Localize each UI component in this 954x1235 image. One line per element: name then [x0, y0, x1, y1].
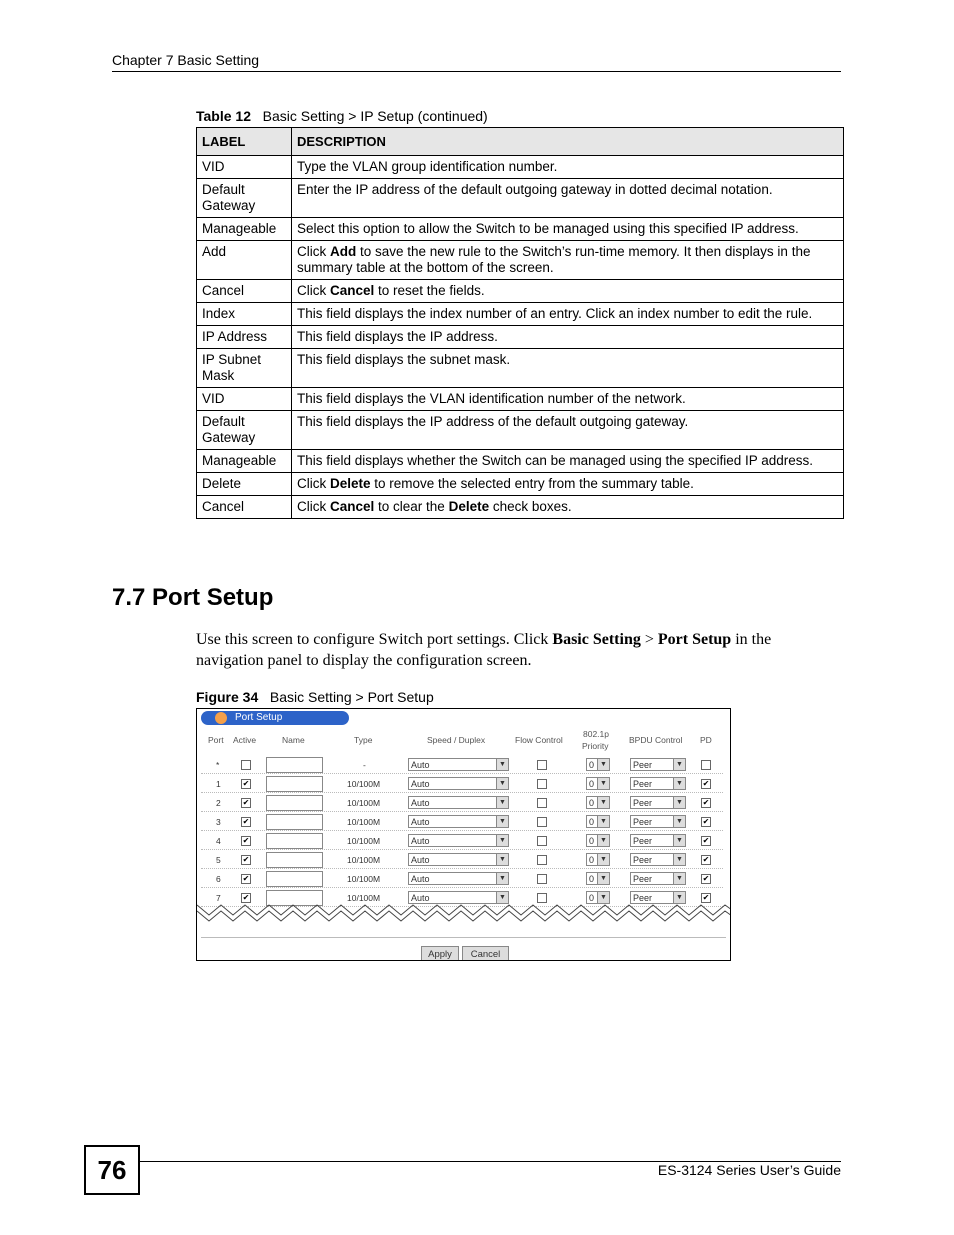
figure-caption: [196, 689, 434, 705]
row-label: IP Subnet Mask: [197, 349, 292, 388]
row-description: [292, 326, 844, 349]
port-name-input[interactable]: [266, 795, 323, 811]
description-text: This field displays the index number of an entry. Click an index number to edit the rule.: [297, 306, 813, 321]
port-number: 3: [216, 817, 221, 827]
priority-select[interactable]: [586, 853, 610, 866]
description-text: Click: [297, 283, 330, 298]
col-flow-header: Flow Control: [515, 735, 563, 745]
intro-paragraph: [196, 629, 836, 671]
speed-duplex-select[interactable]: [408, 872, 509, 885]
priority-value: 0: [589, 874, 595, 884]
ip-setup-table: [196, 127, 844, 519]
bpdu-control-select[interactable]: [630, 777, 686, 790]
port-name-input[interactable]: [266, 757, 323, 773]
row-label: IP Address: [197, 326, 292, 349]
port-number: 5: [216, 855, 221, 865]
priority-select[interactable]: [586, 815, 610, 828]
row-description: [292, 179, 844, 218]
description-text: to reset the fields.: [374, 283, 485, 298]
port-setup-tab-label: Port Setup: [235, 712, 283, 723]
col-bpdu-header: BPDU Control: [629, 735, 683, 745]
intro-text: in the navigation panel to display the configuration screen.: [196, 631, 772, 669]
table-row: [197, 241, 844, 280]
speed-duplex-select[interactable]: [408, 796, 509, 809]
header-rule: [112, 71, 841, 72]
col-priority-header-line1: 802.1p: [583, 729, 609, 739]
speed-duplex-value: Auto: [411, 874, 430, 884]
bpdu-control-value: Peer: [633, 893, 653, 903]
description-text: Click: [297, 499, 330, 514]
bpdu-control-select[interactable]: [630, 872, 686, 885]
row-description: [292, 496, 844, 519]
bpdu-control-value: Peer: [633, 817, 653, 827]
active-checkbox[interactable]: ✔: [242, 817, 250, 826]
priority-select[interactable]: [586, 834, 610, 847]
description-text: to save the new rule to the Switch’s run-time memory. It then displays in the summary table at the bottom of the screen.: [297, 244, 811, 275]
col-pd-header: PD: [700, 735, 712, 745]
priority-value: 0: [589, 760, 595, 770]
description-text: Enter the IP address of the default outgoing gateway in dotted decimal notation.: [297, 182, 773, 197]
port-row: [197, 869, 731, 888]
row-label: Index: [197, 303, 292, 326]
priority-value: 0: [589, 779, 595, 789]
table-row: [197, 473, 844, 496]
apply-button[interactable]: Apply: [421, 946, 459, 961]
flow-control-checkbox[interactable]: [537, 874, 547, 884]
speed-duplex-select[interactable]: [408, 853, 509, 866]
pd-checkbox[interactable]: ✔: [702, 798, 710, 807]
bpdu-control-select[interactable]: [630, 853, 686, 866]
bpdu-control-value: Peer: [633, 760, 653, 770]
dropdown-arrow-icon: ▼: [597, 797, 609, 808]
col-active-header: Active: [233, 735, 257, 745]
row-label: Default Gateway: [197, 179, 292, 218]
port-row: [197, 812, 731, 831]
bpdu-control-value: Peer: [633, 855, 653, 865]
description-bold-term: Cancel: [330, 499, 375, 514]
table-row: [197, 450, 844, 473]
table-row: [197, 303, 844, 326]
table-row: [197, 411, 844, 450]
col-description-header: DESCRIPTION: [292, 128, 844, 156]
dropdown-arrow-icon: ▼: [496, 816, 508, 827]
dropdown-arrow-icon: ▼: [496, 759, 508, 770]
row-description: [292, 411, 844, 450]
row-description: [292, 388, 844, 411]
priority-value: 0: [589, 836, 595, 846]
row-label: Manageable: [197, 218, 292, 241]
port-type: -: [363, 760, 366, 770]
dropdown-arrow-icon: ▼: [597, 778, 609, 789]
col-label-header: LABEL: [197, 128, 292, 156]
port-type: 10/100M: [347, 893, 381, 903]
page-number: 76: [84, 1145, 140, 1195]
row-label: Default Gateway: [197, 411, 292, 450]
dropdown-arrow-icon: ▼: [673, 759, 685, 770]
bpdu-control-select[interactable]: [630, 758, 686, 771]
description-text: This field displays whether the Switch can be managed using the specified IP address.: [297, 453, 814, 468]
table-header-row: [197, 128, 844, 156]
flow-control-checkbox[interactable]: [537, 760, 547, 770]
port-number: 2: [216, 798, 221, 808]
row-label: VID: [197, 156, 292, 179]
description-text: This field displays the IP address.: [297, 329, 498, 344]
port-number: 1: [216, 779, 221, 789]
port-type: 10/100M: [347, 836, 381, 846]
dropdown-arrow-icon: ▼: [673, 797, 685, 808]
pd-checkbox[interactable]: ✔: [702, 836, 710, 845]
description-text: This field displays the subnet mask.: [297, 352, 511, 367]
dropdown-arrow-icon: ▼: [496, 892, 508, 903]
speed-duplex-select[interactable]: [408, 777, 509, 790]
priority-select[interactable]: [586, 872, 610, 885]
bpdu-control-select[interactable]: [630, 815, 686, 828]
speed-duplex-select[interactable]: [408, 815, 509, 828]
dropdown-arrow-icon: ▼: [673, 892, 685, 903]
port-type: 10/100M: [347, 817, 381, 827]
section-title: 7.7 Port Setup: [112, 584, 274, 611]
table-row: [197, 326, 844, 349]
row-description: [292, 450, 844, 473]
bpdu-control-select[interactable]: [630, 796, 686, 809]
bpdu-control-value: Peer: [633, 836, 653, 846]
flow-control-checkbox[interactable]: [537, 779, 547, 789]
description-bold-term: Delete: [330, 476, 371, 491]
row-description: [292, 241, 844, 280]
speed-duplex-value: Auto: [411, 779, 430, 789]
row-label: Cancel: [197, 496, 292, 519]
priority-select[interactable]: [586, 758, 610, 771]
dropdown-arrow-icon: ▼: [496, 873, 508, 884]
description-text: Click: [297, 476, 330, 491]
flow-control-checkbox[interactable]: [537, 798, 547, 808]
dropdown-arrow-icon: ▼: [597, 816, 609, 827]
chapter-header: Chapter 7 Basic Setting: [112, 52, 260, 68]
active-checkbox[interactable]: ✔: [242, 855, 250, 864]
port-name-input[interactable]: [266, 814, 323, 830]
table-row: [197, 156, 844, 179]
dropdown-arrow-icon: ▼: [496, 797, 508, 808]
port-type: 10/100M: [347, 855, 381, 865]
port-number: 4: [216, 836, 221, 846]
flow-control-checkbox[interactable]: [537, 836, 547, 846]
figure-caption-text: Basic Setting > Port Setup: [269, 689, 434, 705]
flow-control-checkbox[interactable]: [537, 855, 547, 865]
dropdown-arrow-icon: ▼: [673, 873, 685, 884]
port-row: [197, 774, 731, 793]
active-checkbox[interactable]: ✔: [242, 798, 250, 807]
description-text: to remove the selected entry from the summary table.: [370, 476, 694, 491]
dropdown-arrow-icon: ▼: [673, 778, 685, 789]
col-name-header: Name: [282, 735, 305, 745]
active-checkbox[interactable]: ✔: [242, 874, 250, 883]
guide-title: ES-3124 Series User’s Guide: [657, 1162, 841, 1178]
table-caption: [196, 108, 488, 124]
bpdu-control-select[interactable]: [630, 834, 686, 847]
description-text: Select this option to allow the Switch to be managed using this specified IP address.: [297, 221, 799, 236]
port-setup-tab[interactable]: [201, 711, 349, 725]
row-description: [292, 280, 844, 303]
speed-duplex-select[interactable]: [408, 834, 509, 847]
row-label: VID: [197, 388, 292, 411]
dropdown-arrow-icon: ▼: [597, 759, 609, 770]
intro-text: Use this screen to configure Switch port settings. Click: [196, 631, 553, 648]
priority-value: 0: [589, 855, 595, 865]
pd-checkbox[interactable]: ✔: [702, 817, 710, 826]
col-type-header: Type: [354, 735, 373, 745]
tab-bullet-icon: [215, 712, 227, 724]
port-number: 7: [216, 893, 221, 903]
table-caption-label: Table 12: [196, 108, 251, 124]
dropdown-arrow-icon: ▼: [496, 835, 508, 846]
speed-duplex-value: Auto: [411, 760, 430, 770]
row-description: [292, 349, 844, 388]
port-row: [197, 755, 731, 774]
intro-text: Basic Setting: [552, 631, 641, 648]
row-description: [292, 218, 844, 241]
priority-select[interactable]: [586, 796, 610, 809]
dropdown-arrow-icon: ▼: [496, 778, 508, 789]
table-row: [197, 349, 844, 388]
row-label: Manageable: [197, 450, 292, 473]
dropdown-arrow-icon: ▼: [673, 835, 685, 846]
description-text: This field displays the VLAN identification number of the network.: [297, 391, 686, 406]
dropdown-arrow-icon: ▼: [597, 854, 609, 865]
dropdown-arrow-icon: ▼: [496, 854, 508, 865]
description-bold-term: Delete: [448, 499, 490, 514]
speed-duplex-value: Auto: [411, 855, 430, 865]
pd-checkbox[interactable]: [701, 760, 711, 770]
bpdu-control-value: Peer: [633, 874, 653, 884]
port-row: [197, 850, 731, 869]
active-checkbox[interactable]: ✔: [242, 836, 250, 845]
dropdown-arrow-icon: ▼: [597, 873, 609, 884]
bpdu-control-value: Peer: [633, 798, 653, 808]
dropdown-arrow-icon: ▼: [673, 854, 685, 865]
speed-duplex-value: Auto: [411, 893, 430, 903]
row-description: [292, 473, 844, 496]
cancel-button[interactable]: Cancel: [462, 946, 509, 961]
table-row: [197, 388, 844, 411]
port-row: [197, 793, 731, 812]
description-text: This field displays the IP address of the default outgoing gateway.: [297, 414, 689, 429]
active-checkbox[interactable]: [241, 760, 251, 770]
bpdu-control-value: Peer: [633, 779, 653, 789]
port-name-input[interactable]: [266, 871, 323, 887]
port-number: 6: [216, 874, 221, 884]
pd-checkbox[interactable]: ✔: [702, 893, 710, 902]
figure-caption-label: Figure 34: [196, 689, 259, 705]
pd-checkbox[interactable]: ✔: [702, 874, 710, 883]
description-text: check boxes.: [489, 499, 572, 514]
speed-duplex-value: Auto: [411, 817, 430, 827]
table-caption-text: Basic Setting > IP Setup (continued): [262, 108, 488, 124]
description-text: to clear the: [374, 499, 449, 514]
port-name-input[interactable]: [266, 776, 323, 792]
description-text: Type the VLAN group identification number.: [297, 159, 558, 174]
table-row: [197, 218, 844, 241]
port-type: 10/100M: [347, 798, 381, 808]
col-speed-header: Speed / Duplex: [427, 735, 486, 745]
description-bold-term: Cancel: [330, 283, 375, 298]
dropdown-arrow-icon: ▼: [597, 892, 609, 903]
description-text: Click: [297, 244, 330, 259]
port-setup-screenshot: [196, 708, 731, 961]
speed-duplex-select[interactable]: [408, 758, 509, 771]
port-type: 10/100M: [347, 779, 381, 789]
port-row: [197, 831, 731, 850]
col-priority-header-line2: Priority: [582, 741, 609, 751]
speed-duplex-value: Auto: [411, 798, 430, 808]
flow-control-checkbox[interactable]: [537, 817, 547, 827]
dropdown-arrow-icon: ▼: [673, 816, 685, 827]
port-number: *: [216, 760, 220, 770]
pd-checkbox[interactable]: ✔: [702, 855, 710, 864]
table-row: [197, 179, 844, 218]
priority-value: 0: [589, 817, 595, 827]
form-divider: [201, 937, 726, 938]
port-type: 10/100M: [347, 874, 381, 884]
priority-select[interactable]: [586, 777, 610, 790]
row-description: [292, 303, 844, 326]
priority-value: 0: [589, 798, 595, 808]
col-port-header: Port: [208, 735, 224, 745]
row-description: [292, 156, 844, 179]
intro-text: >: [640, 631, 658, 648]
speed-duplex-value: Auto: [411, 836, 430, 846]
priority-value: 0: [589, 893, 595, 903]
description-bold-term: Add: [330, 244, 357, 259]
port-name-input[interactable]: [266, 852, 323, 868]
row-label: Delete: [197, 473, 292, 496]
row-label: Cancel: [197, 280, 292, 303]
table-row: [197, 496, 844, 519]
table-row: [197, 280, 844, 303]
dropdown-arrow-icon: ▼: [597, 835, 609, 846]
pd-checkbox[interactable]: ✔: [702, 779, 710, 788]
truncation-wave: [197, 899, 731, 925]
intro-text: Port Setup: [657, 631, 732, 648]
active-checkbox[interactable]: ✔: [242, 779, 250, 788]
active-checkbox[interactable]: ✔: [242, 893, 250, 902]
row-label: Add: [197, 241, 292, 280]
port-name-input[interactable]: [266, 833, 323, 849]
